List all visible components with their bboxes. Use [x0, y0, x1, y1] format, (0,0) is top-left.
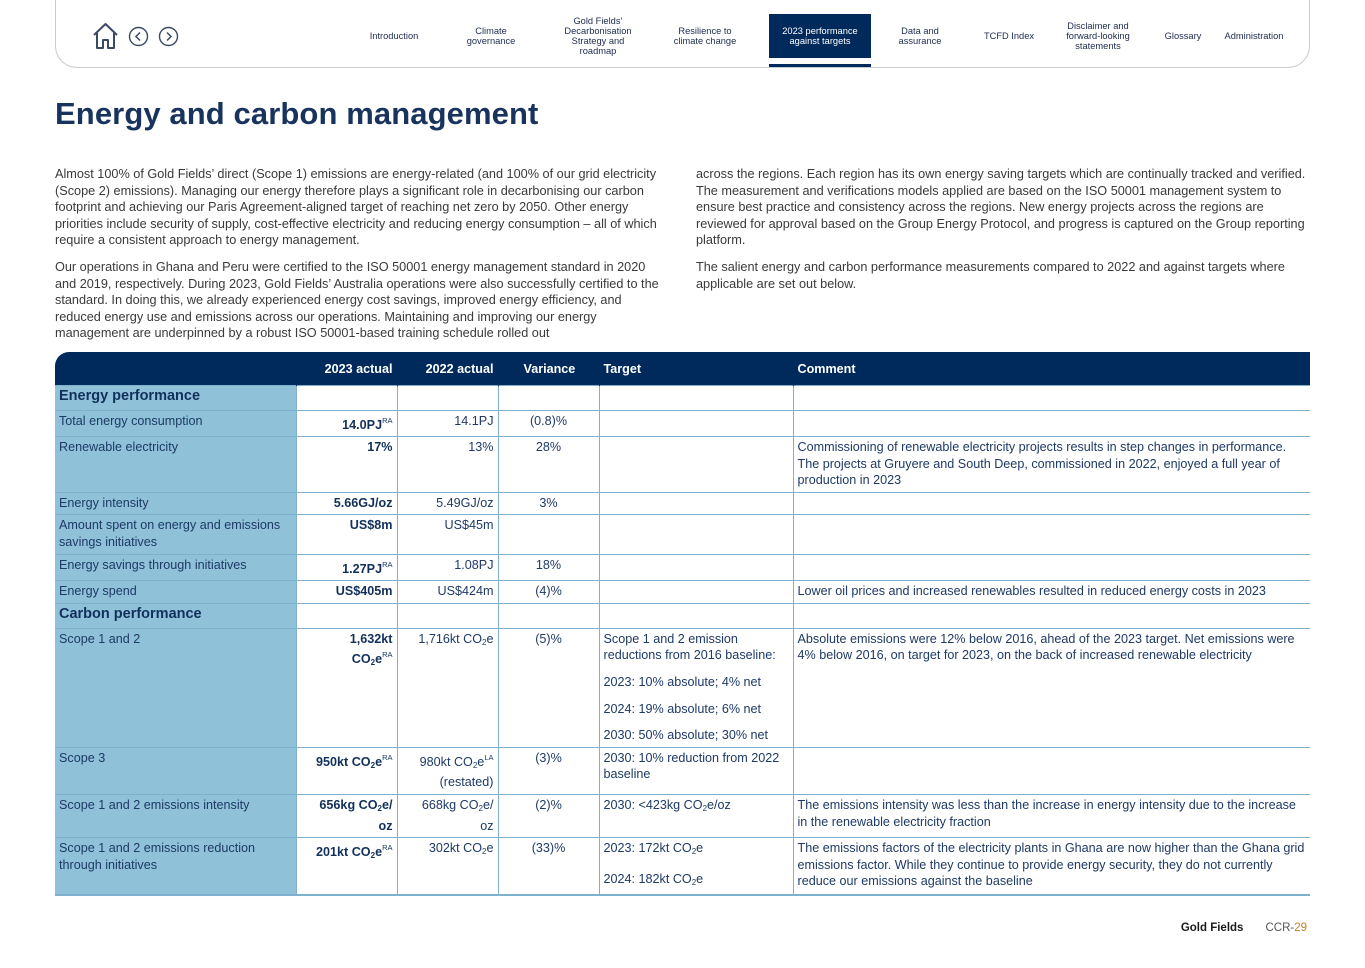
- footer-brand: Gold Fields: [1180, 922, 1244, 934]
- comment: The emissions intensity was less than the increase in energy intensity due to the increase in the renewable electricity fraction: [793, 795, 1310, 838]
- performance-table: [55, 352, 1310, 896]
- target: [599, 437, 793, 493]
- table-header-row: [55, 352, 1310, 385]
- empty-cell: [793, 385, 1310, 410]
- comment: [793, 747, 1310, 794]
- row-label: Scope 3: [55, 747, 296, 794]
- table-row: [55, 747, 1310, 794]
- value-2023: US$8m: [296, 515, 397, 554]
- value-2023: 17%: [296, 437, 397, 493]
- row-label: Total energy consumption: [55, 410, 296, 437]
- tab-disclaimer[interactable]: [1049, 14, 1147, 58]
- comment: Lower oil prices and increased renewables resulted in reduced energy costs in 2023: [793, 581, 1310, 604]
- variance: [498, 515, 599, 554]
- tab-decarbonisation-strategy[interactable]: [555, 14, 641, 58]
- target: [599, 492, 793, 515]
- comment: The emissions factors of the electricity plants in Ghana are now higher than the Ghana grid emissions factor. While they continue to provide energy security, they do not currently reduce our emissions against the baseline: [793, 838, 1310, 896]
- row-label: Amount spent on energy and emissions savings initiatives: [55, 515, 296, 554]
- target: [599, 581, 793, 604]
- variance: (33)%: [498, 838, 599, 896]
- table-row: [55, 628, 1310, 747]
- tab-label: Disclaimer and forward-looking statements: [1066, 20, 1130, 52]
- nav-tabs: [361, 14, 1289, 66]
- target: [599, 515, 793, 554]
- variance: (3)%: [498, 747, 599, 794]
- table-row: [55, 410, 1310, 437]
- intro-right-column: [696, 166, 1310, 302]
- tab-introduction[interactable]: [361, 14, 427, 58]
- target: [599, 410, 793, 437]
- tab-label: TCFD Index: [983, 30, 1035, 41]
- tab-label: Climate governance: [466, 25, 516, 46]
- header-variance: Variance: [498, 352, 599, 385]
- section-row-carbon: [55, 603, 1310, 628]
- tab-label: Glossary: [1164, 30, 1202, 41]
- table-row: [55, 581, 1310, 604]
- variance: (4)%: [498, 581, 599, 604]
- target: [599, 554, 793, 581]
- tab-administration[interactable]: [1219, 14, 1289, 58]
- table-row: [55, 554, 1310, 581]
- value-2023: 950kt $CO_2e^{RA}$: [296, 747, 397, 794]
- value-2023: 656kg $CO_2e/$ oz: [296, 795, 397, 838]
- empty-cell: [296, 385, 397, 410]
- value-2023: 1,632kt $CO_2e^{RA}$: [296, 628, 397, 747]
- comment: [793, 554, 1310, 581]
- target: 2023: 172kt $CO_2e$ 2024: 182kt $CO_2e$: [599, 838, 793, 896]
- tab-glossary[interactable]: [1147, 14, 1219, 58]
- value-2022: US$424m: [397, 581, 498, 604]
- top-navigation: [55, 0, 1310, 68]
- section-heading: Energy performance: [55, 385, 296, 410]
- tab-label: Administration: [1224, 30, 1284, 41]
- intro-paragraph: Almost 100% of Gold Fields’ direct (Scope 1) emissions are energy-related (and 100% of our grid electricity (Scope 2) emissions). Managing our energy therefore plays a significant role in decarbonising our carbon footprint and achieving our Paris Agreement-aligned target of reaching net zero by 2050. Other energy priorities include security of supply, cost-effective electricity and reducing energy consumption – all of which require a consistent approach to energy management.: [55, 167, 657, 248]
- intro-paragraph: across the regions. Each region has its own energy saving targets which are continually tracked and verified. The measurement and verifications models applied are based on the ISO 50001 management system to ensure best practice and consistency across the regions. New energy projects across the regions are reviewed for approval based on the Group Energy Protocol, and progress is captured on the Group reporting platform.: [696, 167, 1306, 248]
- variance: 3%: [498, 492, 599, 515]
- tab-data-assurance[interactable]: [871, 14, 969, 58]
- tab-label: Data and assurance: [898, 25, 942, 46]
- value-2023: $14.0PJ^{RA}$: [296, 410, 397, 437]
- tab-label: 2023 performance against targets: [782, 25, 858, 46]
- tab-label: Gold Fields’ Decarbonisation Strategy and roadmap: [564, 15, 632, 57]
- value-2022: 13%: [397, 437, 498, 493]
- section-heading: Carbon performance: [55, 603, 296, 628]
- intro-left-column: [55, 166, 670, 352]
- header-comment: Comment: [793, 352, 1310, 385]
- comment: [793, 492, 1310, 515]
- value-2023: 201kt $CO_2e^{RA}$: [296, 838, 397, 896]
- section-row-energy: [55, 385, 1310, 410]
- tab-label: Resilience to climate change: [673, 25, 737, 46]
- variance: (0.8)%: [498, 410, 599, 437]
- row-label: Renewable electricity: [55, 437, 296, 493]
- tab-resilience[interactable]: [641, 14, 769, 58]
- value-2022: 5.49GJ/oz: [397, 492, 498, 515]
- home-icon[interactable]: [92, 22, 119, 50]
- value-2022: 302kt $CO_2e$: [397, 838, 498, 896]
- empty-cell: [793, 603, 1310, 628]
- target: 2030: 10% reduction from 2022 baseline: [599, 747, 793, 794]
- row-label: Scope 1 and 2 emissions intensity: [55, 795, 296, 838]
- empty-cell: [498, 385, 599, 410]
- value-2023: US$405m: [296, 581, 397, 604]
- comment: Absolute emissions were 12% below 2016, ahead of the 2023 target. Net emissions were 4% below 2016, on target for 2023, on the back of increased renewable electricity: [793, 628, 1310, 747]
- comment: Commissioning of renewable electricity projects results in step changes in performance. The projects at Gruyere and South Deep, commissioned in 2022, enjoyed a full year of production in 2023: [793, 437, 1310, 493]
- value-2022: 1.08PJ: [397, 554, 498, 581]
- empty-cell: [397, 385, 498, 410]
- value-2022: US$45m: [397, 515, 498, 554]
- variance: (2)%: [498, 795, 599, 838]
- comment: [793, 410, 1310, 437]
- page-number: CCR-29: [1265, 922, 1307, 934]
- comment: [793, 515, 1310, 554]
- intro-paragraph: Our operations in Ghana and Peru were certified to the ISO 50001 energy management standard in 2020 and 2019, respectively. During 2023, Gold Fields’ Australia operations were also successfully certified to the standard. In doing this, we already experienced energy cost savings, improved energy efficiency, and reduced energy use and emissions across our operations. Maintaining and improving our energy management are underpinned by a robust ISO 50001-based training schedule rolled out: [55, 259, 659, 341]
- table-row: [55, 838, 1310, 896]
- intro-paragraph: The salient energy and carbon performance measurements compared to 2022 and against targets where applicable are set out below.: [696, 259, 1285, 291]
- row-label: Energy savings through initiatives: [55, 554, 296, 581]
- empty-cell: [599, 603, 793, 628]
- header-2023-actual: 2023 actual: [296, 352, 397, 385]
- row-label: Scope 1 and 2: [55, 628, 296, 747]
- next-page-icon[interactable]: [158, 26, 179, 47]
- table-row: [55, 437, 1310, 493]
- header-2022-actual: 2022 actual: [397, 352, 498, 385]
- empty-cell: [599, 385, 793, 410]
- table-row: [55, 795, 1310, 838]
- header-target: Target: [599, 352, 793, 385]
- value-2023: $1.27PJ^{RA}$: [296, 554, 397, 581]
- target: 2030: <423kg $CO_2e/oz$: [599, 795, 793, 838]
- variance: 18%: [498, 554, 599, 581]
- tab-tcfd-index[interactable]: [969, 14, 1049, 58]
- row-label: Energy spend: [55, 581, 296, 604]
- value-2022: 980kt $CO_2e^{LA}$ (restated): [397, 747, 498, 794]
- tab-2023-performance[interactable]: [769, 14, 871, 58]
- empty-cell: [296, 603, 397, 628]
- value-2022: 14.1PJ: [397, 410, 498, 437]
- row-label: Scope 1 and 2 emissions reduction through initiatives: [55, 838, 296, 896]
- table-row: [55, 515, 1310, 554]
- header-metric: [55, 352, 296, 385]
- value-2023: 5.66GJ/oz: [296, 492, 397, 515]
- tab-climate-governance[interactable]: [427, 14, 555, 58]
- previous-page-icon[interactable]: [128, 26, 149, 47]
- tab-label: Introduction: [369, 30, 419, 41]
- row-label: Energy intensity: [55, 492, 296, 515]
- variance: 28%: [498, 437, 599, 493]
- page-title: Energy and carbon management: [55, 96, 539, 131]
- value-2022: 1,716kt $CO_2e$: [397, 628, 498, 747]
- variance: (5)%: [498, 628, 599, 747]
- page-footer: [1181, 922, 1307, 934]
- table-row: [55, 492, 1310, 515]
- empty-cell: [397, 603, 498, 628]
- empty-cell: [498, 603, 599, 628]
- nav-icon-group: [92, 22, 179, 50]
- value-2022: 668kg $CO_2e/$ oz: [397, 795, 498, 838]
- target: Scope 1 and 2 emission reductions from 2016 baseline: 2023: 10% absolute; 4% net 2024: 19% absolute; 6% net 2030: 50% absolute; 30% net: [599, 628, 793, 747]
